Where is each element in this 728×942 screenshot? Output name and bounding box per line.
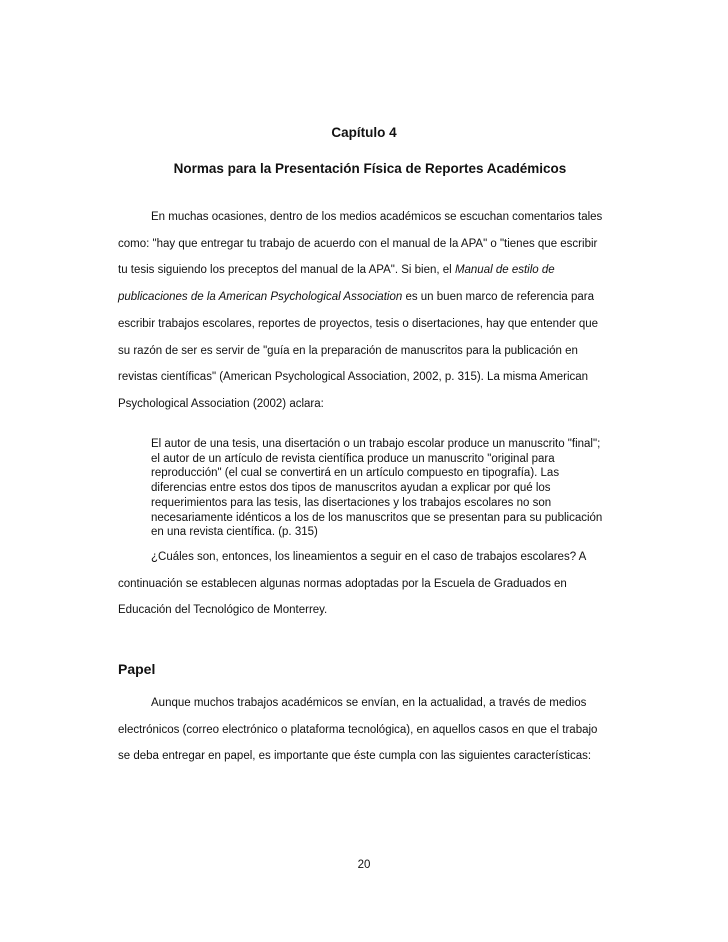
quote-line: necesariamente idénticos a los de los manuscritos que se presentan para su publicación: [151, 511, 603, 524]
intro-paragraph: [118, 204, 630, 418]
papel-line: electrónicos (correo electrónico o plataforma tecnológica), en aquellos casos en que el trabajo: [118, 723, 598, 736]
intro-line: En muchas ocasiones, dentro de los medios académicos se escuchan comentarios tales: [151, 211, 603, 223]
chapter-label: Capítulo 4: [331, 125, 397, 140]
intro-line: revistas científicas" (American Psychological Association, 2002, p. 315). La misma American: [118, 371, 589, 384]
intro-line: su razón de ser es servir de "guía en la preparación de manuscritos para la publicación en: [118, 344, 578, 357]
intro-text: tu tesis siguiendo los preceptos del manual de la APA". Si bien, el: [118, 264, 455, 277]
quote-line: diferencias entre estos dos tipos de manuscritos ayudan a explicar por qué los: [151, 482, 551, 495]
question-line: Educación del Tecnológico de Monterrey.: [118, 604, 328, 617]
chapter-title: Normas para la Presentación Física de Reportes Académicos: [173, 161, 567, 176]
question-line: continuación se establecen algunas normas adoptadas por la Escuela de Graduados en: [118, 577, 567, 590]
quote-line: El autor de una tesis, una disertación o un trabajo escolar produce un manuscrito "final";: [151, 438, 601, 450]
papel-paragraph: [118, 690, 630, 770]
papel-line: Aunque muchos trabajos académicos se envían, en la actualidad, a través de medios: [151, 697, 587, 709]
intro-line: [118, 284, 630, 311]
intro-line: [118, 257, 630, 284]
manual-title-italic: publicaciones de la American Psychological Association: [118, 291, 403, 304]
papel-line: se deba entregar en papel, es importante que éste cumpla con las siguientes características:: [118, 750, 592, 763]
section-heading-papel: Papel: [118, 661, 156, 677]
question-line: ¿Cuáles son, entonces, los lineamientos a seguir en el caso de trabajos escolares? A: [151, 551, 587, 563]
intro-line: escribir trabajos escolares, reportes de proyectos, tesis o disertaciones, hay que entender que: [118, 317, 599, 330]
intro-line: Psychological Association (2002) aclara:: [118, 397, 324, 410]
quote-line: el autor de un artículo de revista científica produce un manuscrito "original para: [151, 452, 555, 465]
manual-title-italic: Manual de estilo de: [454, 264, 555, 277]
block-quote: [151, 437, 631, 540]
intro-text: es un buen marco de referencia para: [402, 291, 595, 304]
quote-line: en una revista científica. (p. 315): [151, 526, 318, 539]
page-number: 20: [357, 859, 371, 871]
intro-line: como: "hay que entregar tu trabajo de acuerdo con el manual de la APA" o "tienes que escribir: [118, 237, 598, 250]
quote-line: reproducción" (el cual se convertirá en un artículo compuesto en tipografía). Las: [151, 467, 560, 480]
question-paragraph: [118, 544, 630, 624]
quote-line: requerimientos para las tesis, las disertaciones y los trabajos escolares no son: [151, 496, 552, 509]
